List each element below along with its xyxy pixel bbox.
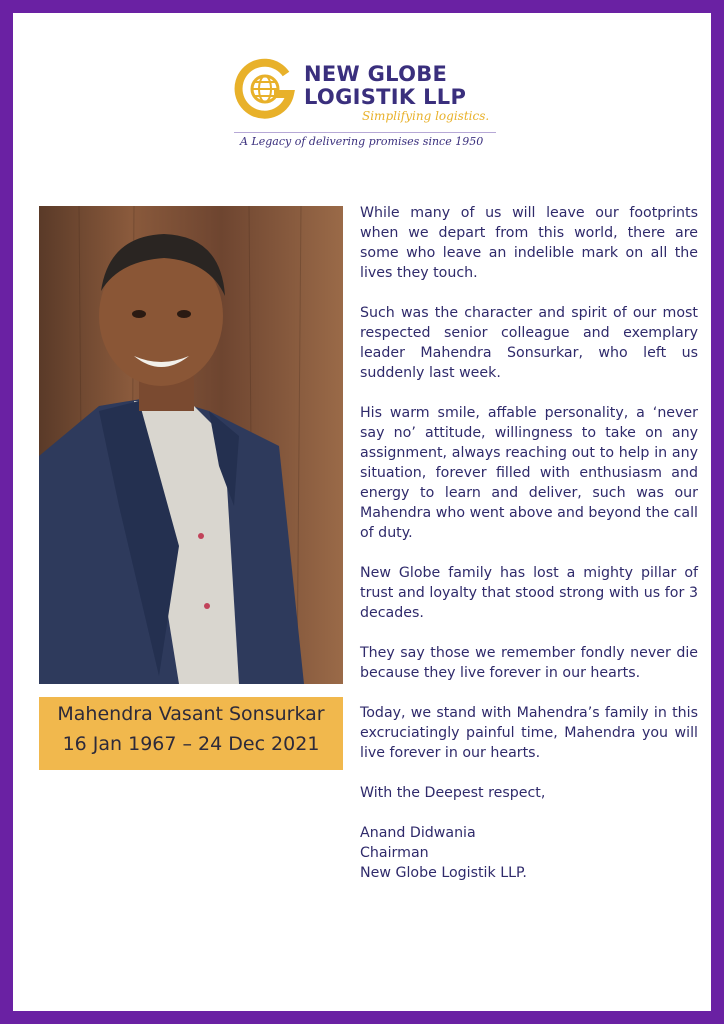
- brand-tagline: Simplifying logistics.: [362, 109, 490, 123]
- closing-line: With the Deepest respect,: [360, 785, 546, 801]
- paragraph: New Globe family has lost a mighty pillar of trust and loyalty that stood strong with us for 3 decades.: [360, 565, 698, 621]
- paragraph: Such was the character and spirit of our most respected senior colleague and exemplary leader Mahendra Sonsurkar, who left us suddenly last week.: [360, 305, 698, 381]
- signatory-company: New Globe Logistik LLP.: [360, 865, 527, 881]
- paragraph: Today, we stand with Mahendra’s family in this excruciatingly painful time, Mahendra you will live forever in our hearts.: [360, 705, 698, 761]
- person-name: Mahendra Vasant Sonsurkar: [57, 703, 325, 725]
- tribute-text: [360, 203, 698, 883]
- memorial-caption: [39, 697, 343, 770]
- signatory-name: Anand Didwania: [360, 825, 476, 841]
- legacy-text: A Legacy of delivering promises since 1950: [240, 135, 484, 148]
- paragraph: They say those we remember fondly never die because they live forever in our hearts.: [360, 645, 698, 681]
- paragraph: His warm smile, affable personality, a ‘never say no’ attitude, willingness to take on any assignment, always reaching out to help in any situation, forever filled with enthusiasm and energy to learn and deliver, such was our Mahendra who went above and beyond the call of duty.: [360, 405, 698, 541]
- signature-block: [360, 823, 698, 883]
- company-logo: [234, 56, 496, 152]
- brand-name-line2: LOGISTIK LLP: [304, 85, 467, 109]
- life-dates: 16 Jan 1967 – 24 Dec 2021: [62, 733, 320, 755]
- portrait-photo: [39, 206, 343, 684]
- portrait-illustration: [39, 206, 343, 684]
- globe-logo-icon: [234, 58, 296, 120]
- legacy-banner: [234, 132, 496, 153]
- brand-name-line1: NEW GLOBE: [304, 62, 448, 86]
- paragraph: While many of us will leave our footprints when we depart from this world, there are some who leave an indelible mark on all the lives they touch.: [360, 205, 698, 281]
- signatory-title: Chairman: [360, 845, 429, 861]
